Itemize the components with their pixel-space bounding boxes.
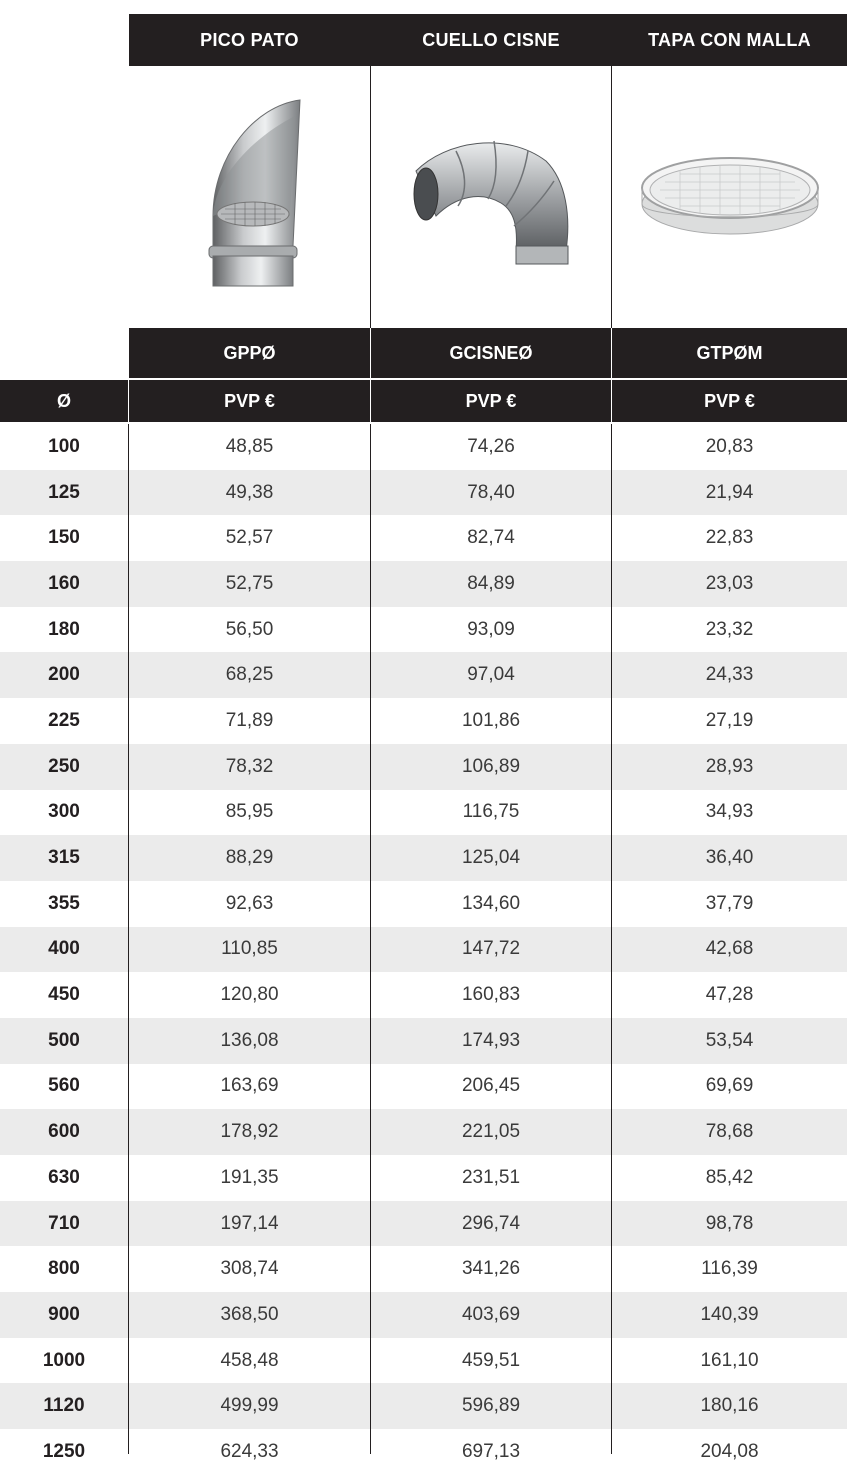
price-cell: 403,69 [461, 1303, 521, 1325]
price-cell: 341,26 [461, 1258, 521, 1280]
diameter-cell: 600 [48, 1121, 80, 1143]
price-cell: 136,08 [220, 1029, 279, 1051]
price-header: PVP € [704, 390, 755, 411]
diameter-cell: 400 [48, 938, 80, 960]
price-cell: 36,40 [705, 847, 754, 869]
column-divider [128, 424, 129, 1454]
product-header-tapa-con-malla: TAPA CON MALLA [612, 14, 847, 66]
price-cell: 93,09 [467, 618, 515, 640]
price-cell: 147,72 [461, 938, 521, 960]
price-cell: 88,29 [225, 847, 274, 869]
diameter-cell: 710 [48, 1212, 80, 1234]
diameter-cell: 1000 [42, 1349, 86, 1371]
price-cell: 125,04 [461, 847, 521, 869]
diameter-cell: 160 [48, 572, 80, 594]
price-cell: 23,03 [705, 572, 754, 594]
price-cell: 120,80 [220, 984, 279, 1006]
price-cell: 368,50 [220, 1303, 279, 1325]
price-cell: 52,75 [225, 572, 274, 594]
price-cell: 24,33 [705, 664, 754, 686]
price-cell: 174,93 [461, 1029, 521, 1051]
price-cell: 140,39 [700, 1303, 759, 1325]
diameter-cell: 450 [48, 984, 80, 1006]
price-cell: 92,63 [225, 892, 274, 914]
cuello-cisne-image [371, 66, 611, 326]
price-cell: 37,79 [705, 892, 754, 914]
price-cell: 68,25 [225, 664, 274, 686]
price-cell: 221,05 [461, 1121, 521, 1143]
diameter-header: Ø [56, 390, 71, 411]
price-cell: 110,85 [221, 938, 278, 960]
price-cell: 197,14 [220, 1212, 279, 1234]
price-cell: 231,51 [461, 1166, 521, 1188]
price-cell: 134,60 [461, 892, 521, 914]
price-cell: 49,38 [225, 481, 274, 503]
diameter-cell: 200 [48, 664, 80, 686]
price-cell: 82,74 [467, 527, 515, 549]
price-cell: 499,99 [220, 1395, 279, 1417]
price-cell: 22,83 [705, 527, 754, 549]
price-cell: 204,08 [700, 1440, 759, 1462]
diameter-cell: 800 [48, 1258, 80, 1280]
table-header-row [0, 380, 847, 422]
diameter-cell: 180 [48, 618, 80, 640]
diameter-cell: 900 [48, 1303, 80, 1325]
price-cell: 21,94 [705, 481, 754, 503]
price-cell: 71,89 [225, 709, 274, 731]
price-cell: 69,69 [705, 1075, 754, 1097]
product-header-cuello-cisne: CUELLO CISNE [371, 14, 611, 66]
diameter-cell: 125 [48, 481, 80, 503]
price-cell: 52,57 [225, 527, 274, 549]
price-cell: 106,89 [461, 755, 521, 777]
column-divider [611, 424, 612, 1454]
price-cell: 27,19 [705, 709, 754, 731]
diameter-cell: 100 [48, 435, 80, 457]
price-cell: 20,83 [705, 435, 754, 457]
diameter-cell: 300 [48, 801, 80, 823]
gooseneck-elbow-icon [396, 121, 586, 271]
diameter-cell: 355 [48, 892, 80, 914]
price-cell: 48,85 [225, 435, 274, 457]
column-divider [370, 424, 371, 1454]
price-cell: 28,93 [705, 755, 754, 777]
price-cell: 624,33 [220, 1440, 279, 1462]
price-cell: 98,78 [705, 1212, 754, 1234]
price-header: PVP € [465, 390, 517, 411]
diameter-cell: 315 [48, 847, 80, 869]
product-code-gcisne: GCISNEØ [371, 328, 611, 378]
pico-pato-icon [185, 96, 315, 296]
product-code-gtpm: GTPØM [612, 328, 847, 378]
price-header: PVP € [224, 390, 275, 411]
price-cell: 101,86 [461, 709, 521, 731]
diameter-cell: 630 [48, 1166, 80, 1188]
product-header-pico-pato: PICO PATO [129, 14, 370, 66]
price-cell: 697,13 [461, 1440, 521, 1462]
price-cell: 206,45 [461, 1075, 521, 1097]
diameter-cell: 1120 [43, 1395, 85, 1417]
diameter-cell: 225 [48, 709, 80, 731]
price-cell: 296,74 [461, 1212, 521, 1234]
price-cell: 47,28 [705, 984, 754, 1006]
price-cell: 178,92 [220, 1121, 279, 1143]
price-cell: 42,68 [705, 938, 754, 960]
price-cell: 78,68 [705, 1121, 754, 1143]
product-code-gpp: GPPØ [129, 328, 370, 378]
price-cell: 116,39 [701, 1258, 758, 1280]
price-cell: 459,51 [461, 1349, 521, 1371]
tapa-con-malla-image [612, 66, 847, 326]
diameter-cell: 560 [48, 1075, 80, 1097]
price-cell: 53,54 [705, 1029, 754, 1051]
price-cell: 74,26 [467, 435, 515, 457]
mesh-cover-icon [635, 146, 825, 246]
price-cell: 84,89 [467, 572, 515, 594]
price-cell: 596,89 [461, 1395, 521, 1417]
price-cell: 34,93 [705, 801, 754, 823]
price-cell: 308,74 [220, 1258, 279, 1280]
price-cell: 85,42 [705, 1166, 754, 1188]
price-cell: 85,95 [225, 801, 274, 823]
price-cell: 56,50 [225, 618, 274, 640]
diameter-cell: 500 [48, 1029, 80, 1051]
price-cell: 191,35 [220, 1166, 279, 1188]
pico-pato-image [129, 66, 370, 326]
price-cell: 163,69 [220, 1075, 279, 1097]
price-cell: 97,04 [467, 664, 515, 686]
price-cell: 78,40 [467, 481, 515, 503]
diameter-cell: 250 [48, 755, 80, 777]
diameter-cell: 150 [48, 527, 80, 549]
price-cell: 78,32 [225, 755, 274, 777]
price-cell: 161,10 [700, 1349, 759, 1371]
price-cell: 116,75 [462, 801, 520, 823]
price-cell: 458,48 [220, 1349, 279, 1371]
price-cell: 160,83 [461, 984, 521, 1006]
price-cell: 180,16 [700, 1395, 759, 1417]
price-cell: 23,32 [705, 618, 754, 640]
diameter-cell: 1250 [42, 1440, 86, 1462]
